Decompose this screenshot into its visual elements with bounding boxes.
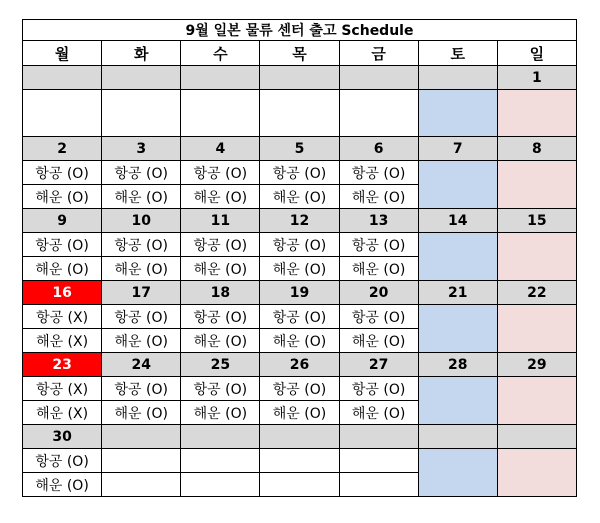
- date-cell-fri: 27: [339, 353, 418, 377]
- week-date-row: [23, 281, 577, 305]
- sunday-cell: [497, 449, 576, 497]
- date-cell-tue: 10: [102, 209, 181, 233]
- date-cell-sat: 21: [418, 281, 497, 305]
- sea-status-fri: [339, 473, 418, 497]
- date-cell-thu: 26: [260, 353, 339, 377]
- air-status-tue: 항공 (O): [102, 305, 181, 329]
- sea-status-wed: 해운 (O): [181, 257, 260, 281]
- sunday-cell: [497, 377, 576, 425]
- air-status-thu: 항공 (O): [260, 377, 339, 401]
- sea-status-tue: [102, 473, 181, 497]
- date-cell-tue: [102, 425, 181, 449]
- air-status-thu: [260, 449, 339, 473]
- week-date-row: [23, 137, 577, 161]
- weekday-wed: 수: [181, 41, 260, 66]
- date-cell-wed: [181, 425, 260, 449]
- sea-status-thu: 해운 (O): [260, 329, 339, 353]
- date-cell-tue: 17: [102, 281, 181, 305]
- sea-status-thu: 해운 (O): [260, 185, 339, 209]
- date-cell-sun: 15: [497, 209, 576, 233]
- weekday-mon: 월: [23, 41, 102, 66]
- date-cell-sat: [418, 66, 497, 90]
- empty-cell-wed: [181, 90, 260, 137]
- air-status-tue: [102, 449, 181, 473]
- air-status-mon: 항공 (X): [23, 305, 102, 329]
- sea-status-tue: 해운 (O): [102, 185, 181, 209]
- date-cell-sat: 28: [418, 353, 497, 377]
- air-status-fri: 항공 (O): [339, 233, 418, 257]
- air-status-wed: 항공 (O): [181, 233, 260, 257]
- air-status-tue: 항공 (O): [102, 377, 181, 401]
- air-status-mon: 항공 (X): [23, 377, 102, 401]
- date-cell-sat: 7: [418, 137, 497, 161]
- date-cell-fri: [339, 425, 418, 449]
- empty-cell-sat: [418, 90, 497, 137]
- sea-status-mon: 해운 (O): [23, 257, 102, 281]
- date-cell-mon: 23: [23, 353, 102, 377]
- air-status-fri: 항공 (O): [339, 377, 418, 401]
- date-cell-tue: [102, 66, 181, 90]
- sea-status-mon: 해운 (O): [23, 473, 102, 497]
- calendar-table: [22, 19, 577, 497]
- schedule-calendar: [22, 19, 577, 497]
- air-shipping-row: [23, 305, 577, 329]
- air-status-fri: [339, 449, 418, 473]
- sea-status-thu: [260, 473, 339, 497]
- date-cell-sun: 22: [497, 281, 576, 305]
- air-status-mon: 항공 (O): [23, 161, 102, 185]
- date-cell-wed: 18: [181, 281, 260, 305]
- sea-status-tue: 해운 (O): [102, 257, 181, 281]
- date-cell-tue: 24: [102, 353, 181, 377]
- empty-cell-thu: [260, 90, 339, 137]
- air-status-thu: 항공 (O): [260, 305, 339, 329]
- empty-cell-sun: [497, 90, 576, 137]
- sunday-cell: [497, 305, 576, 353]
- weekday-fri: 금: [339, 41, 418, 66]
- date-cell-thu: 19: [260, 281, 339, 305]
- date-cell-wed: 11: [181, 209, 260, 233]
- air-shipping-row: [23, 161, 577, 185]
- air-status-tue: 항공 (O): [102, 233, 181, 257]
- week-date-row: [23, 209, 577, 233]
- sea-status-tue: 해운 (O): [102, 329, 181, 353]
- date-cell-mon: 9: [23, 209, 102, 233]
- sea-status-fri: 해운 (O): [339, 329, 418, 353]
- air-status-mon: 항공 (O): [23, 449, 102, 473]
- week-date-row: [23, 66, 577, 90]
- date-cell-fri: 6: [339, 137, 418, 161]
- weekday-tue: 화: [102, 41, 181, 66]
- air-status-fri: 항공 (O): [339, 161, 418, 185]
- date-cell-mon: 30: [23, 425, 102, 449]
- week-empty-row: [23, 90, 577, 137]
- empty-cell-fri: [339, 90, 418, 137]
- sea-status-tue: 해운 (O): [102, 401, 181, 425]
- date-cell-thu: [260, 425, 339, 449]
- date-cell-fri: [339, 66, 418, 90]
- date-cell-sat: 14: [418, 209, 497, 233]
- air-status-mon: 항공 (O): [23, 233, 102, 257]
- weekday-thu: 목: [260, 41, 339, 66]
- sea-status-mon: 해운 (X): [23, 329, 102, 353]
- date-cell-sun: [497, 425, 576, 449]
- sea-status-fri: 해운 (O): [339, 185, 418, 209]
- date-cell-mon: 16: [23, 281, 102, 305]
- date-cell-wed: 4: [181, 137, 260, 161]
- saturday-cell: [418, 161, 497, 209]
- sea-status-fri: 해운 (O): [339, 257, 418, 281]
- air-status-wed: 항공 (O): [181, 161, 260, 185]
- weekday-sun: 일: [497, 41, 576, 66]
- air-status-thu: 항공 (O): [260, 233, 339, 257]
- saturday-cell: [418, 449, 497, 497]
- date-cell-wed: 25: [181, 353, 260, 377]
- date-cell-sun: 29: [497, 353, 576, 377]
- date-cell-mon: [23, 66, 102, 90]
- calendar-title: 9월 일본 물류 센터 출고 Schedule: [23, 20, 577, 41]
- air-status-wed: [181, 449, 260, 473]
- date-cell-mon: 2: [23, 137, 102, 161]
- sea-status-wed: 해운 (O): [181, 185, 260, 209]
- air-shipping-row: [23, 377, 577, 401]
- date-cell-fri: 13: [339, 209, 418, 233]
- sunday-cell: [497, 161, 576, 209]
- date-cell-sun: 8: [497, 137, 576, 161]
- sea-status-wed: 해운 (O): [181, 329, 260, 353]
- saturday-cell: [418, 377, 497, 425]
- sea-status-thu: 해운 (O): [260, 401, 339, 425]
- air-status-tue: 항공 (O): [102, 161, 181, 185]
- air-status-wed: 항공 (O): [181, 305, 260, 329]
- date-cell-thu: 12: [260, 209, 339, 233]
- date-cell-wed: [181, 66, 260, 90]
- air-status-wed: 항공 (O): [181, 377, 260, 401]
- saturday-cell: [418, 305, 497, 353]
- sea-status-mon: 해운 (O): [23, 185, 102, 209]
- sea-status-wed: [181, 473, 260, 497]
- date-cell-fri: 20: [339, 281, 418, 305]
- week-date-row: [23, 425, 577, 449]
- saturday-cell: [418, 233, 497, 281]
- sea-status-wed: 해운 (O): [181, 401, 260, 425]
- air-status-fri: 항공 (O): [339, 305, 418, 329]
- week-date-row: [23, 353, 577, 377]
- empty-cell-mon: [23, 90, 102, 137]
- date-cell-tue: 3: [102, 137, 181, 161]
- sea-status-fri: 해운 (O): [339, 401, 418, 425]
- air-status-thu: 항공 (O): [260, 161, 339, 185]
- sunday-cell: [497, 233, 576, 281]
- empty-cell-tue: [102, 90, 181, 137]
- date-cell-thu: [260, 66, 339, 90]
- date-cell-sun: 1: [497, 66, 576, 90]
- date-cell-sat: [418, 425, 497, 449]
- sea-status-thu: 해운 (O): [260, 257, 339, 281]
- air-shipping-row: [23, 233, 577, 257]
- date-cell-thu: 5: [260, 137, 339, 161]
- weekday-header-row: [23, 41, 577, 66]
- weekday-sat: 토: [418, 41, 497, 66]
- air-shipping-row: [23, 449, 577, 473]
- sea-status-mon: 해운 (X): [23, 401, 102, 425]
